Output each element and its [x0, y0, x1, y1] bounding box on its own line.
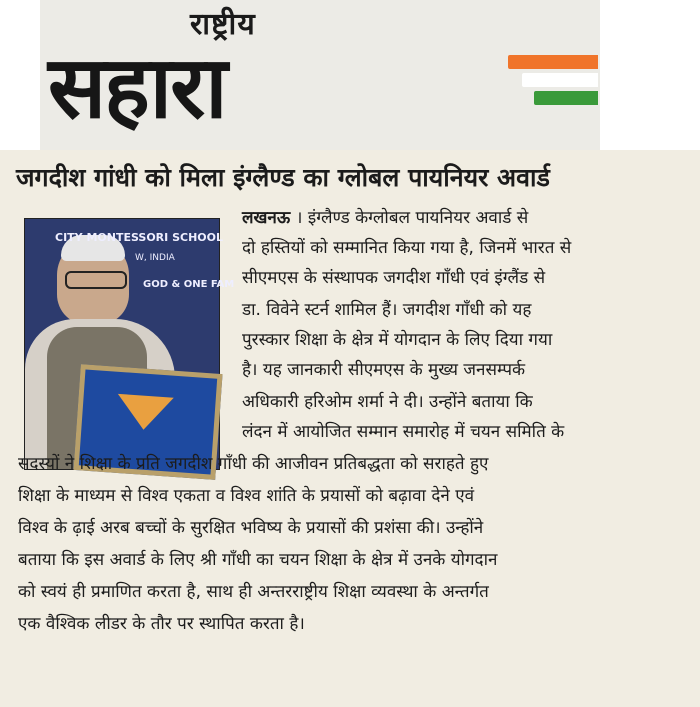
photo-banner-text: W, INDIA — [135, 253, 175, 263]
article-photo — [24, 218, 235, 470]
tricolor-flag-icon — [508, 55, 598, 109]
photo-banner-text: GOD & ONE FAM — [143, 279, 235, 290]
article-line: डा. विवेने स्टर्न शामिल हैं। जगदीश गाँधी को यह — [242, 300, 532, 320]
article-line: दो हस्तियों को सम्मानित किया गया है, जिनमें भारत से — [242, 238, 572, 258]
article-line: लंदन में आयोजित सम्मान समारोह में चयन समिति के — [242, 422, 565, 442]
article-headline: जगदीश गांधी को मिला इंग्लैण्ड का ग्लोबल पायनियर अवार्ड — [16, 163, 550, 192]
article-line: को स्वयं ही प्रमाणित करता है, साथ ही अन्तरराष्ट्रीय शिक्षा व्यवस्था के अन्तर्गत — [18, 582, 489, 602]
article-line: । इंग्लैण्ड केग्लोबल पायनियर अवार्ड से — [296, 208, 529, 228]
article-line: अधिकारी हरिओम शर्मा ने दी। उन्होंने बताया कि — [242, 392, 533, 412]
masthead-title: सहारा — [48, 38, 226, 138]
masthead — [40, 0, 600, 150]
article-line: सीएमएस के संस्थापक जगदीश गाँधी एवं इंग्लैंड से — [242, 268, 546, 288]
article-line: एक वैश्विक लीडर के तौर पर स्थापित करता है। — [18, 614, 305, 634]
article-line: पुरस्कार शिक्षा के क्षेत्र में योगदान के लिए दिया गया — [242, 330, 553, 350]
article-line: विश्व के ढ़ाई अरब बच्चों के सुरक्षित भविष्य के प्रयासों की प्रशंसा की। उन्होंने — [18, 518, 484, 538]
article-dateline: लखनऊ — [242, 208, 291, 228]
article-line: है। यह जानकारी सीएमएस के मुख्य जनसम्पर्क — [242, 360, 526, 380]
article-line: सदस्यों ने शिक्षा के प्रति जगदीश गाँधी की आजीवन प्रतिबद्धता को सराहते हुए — [18, 454, 489, 474]
photo-banner-text: CITY MONTESSORI SCHOOL — [55, 231, 223, 244]
article-line: बताया कि इस अवार्ड के लिए श्री गाँधी का चयन शिक्षा के क्षेत्र में उनके योगदान — [18, 550, 498, 570]
masthead-subtitle: राष्ट्रीय — [190, 7, 256, 42]
article-line: शिक्षा के माध्यम से विश्व एकता व विश्व शांति के प्रयासों को बढ़ावा देने एवं — [18, 486, 475, 506]
